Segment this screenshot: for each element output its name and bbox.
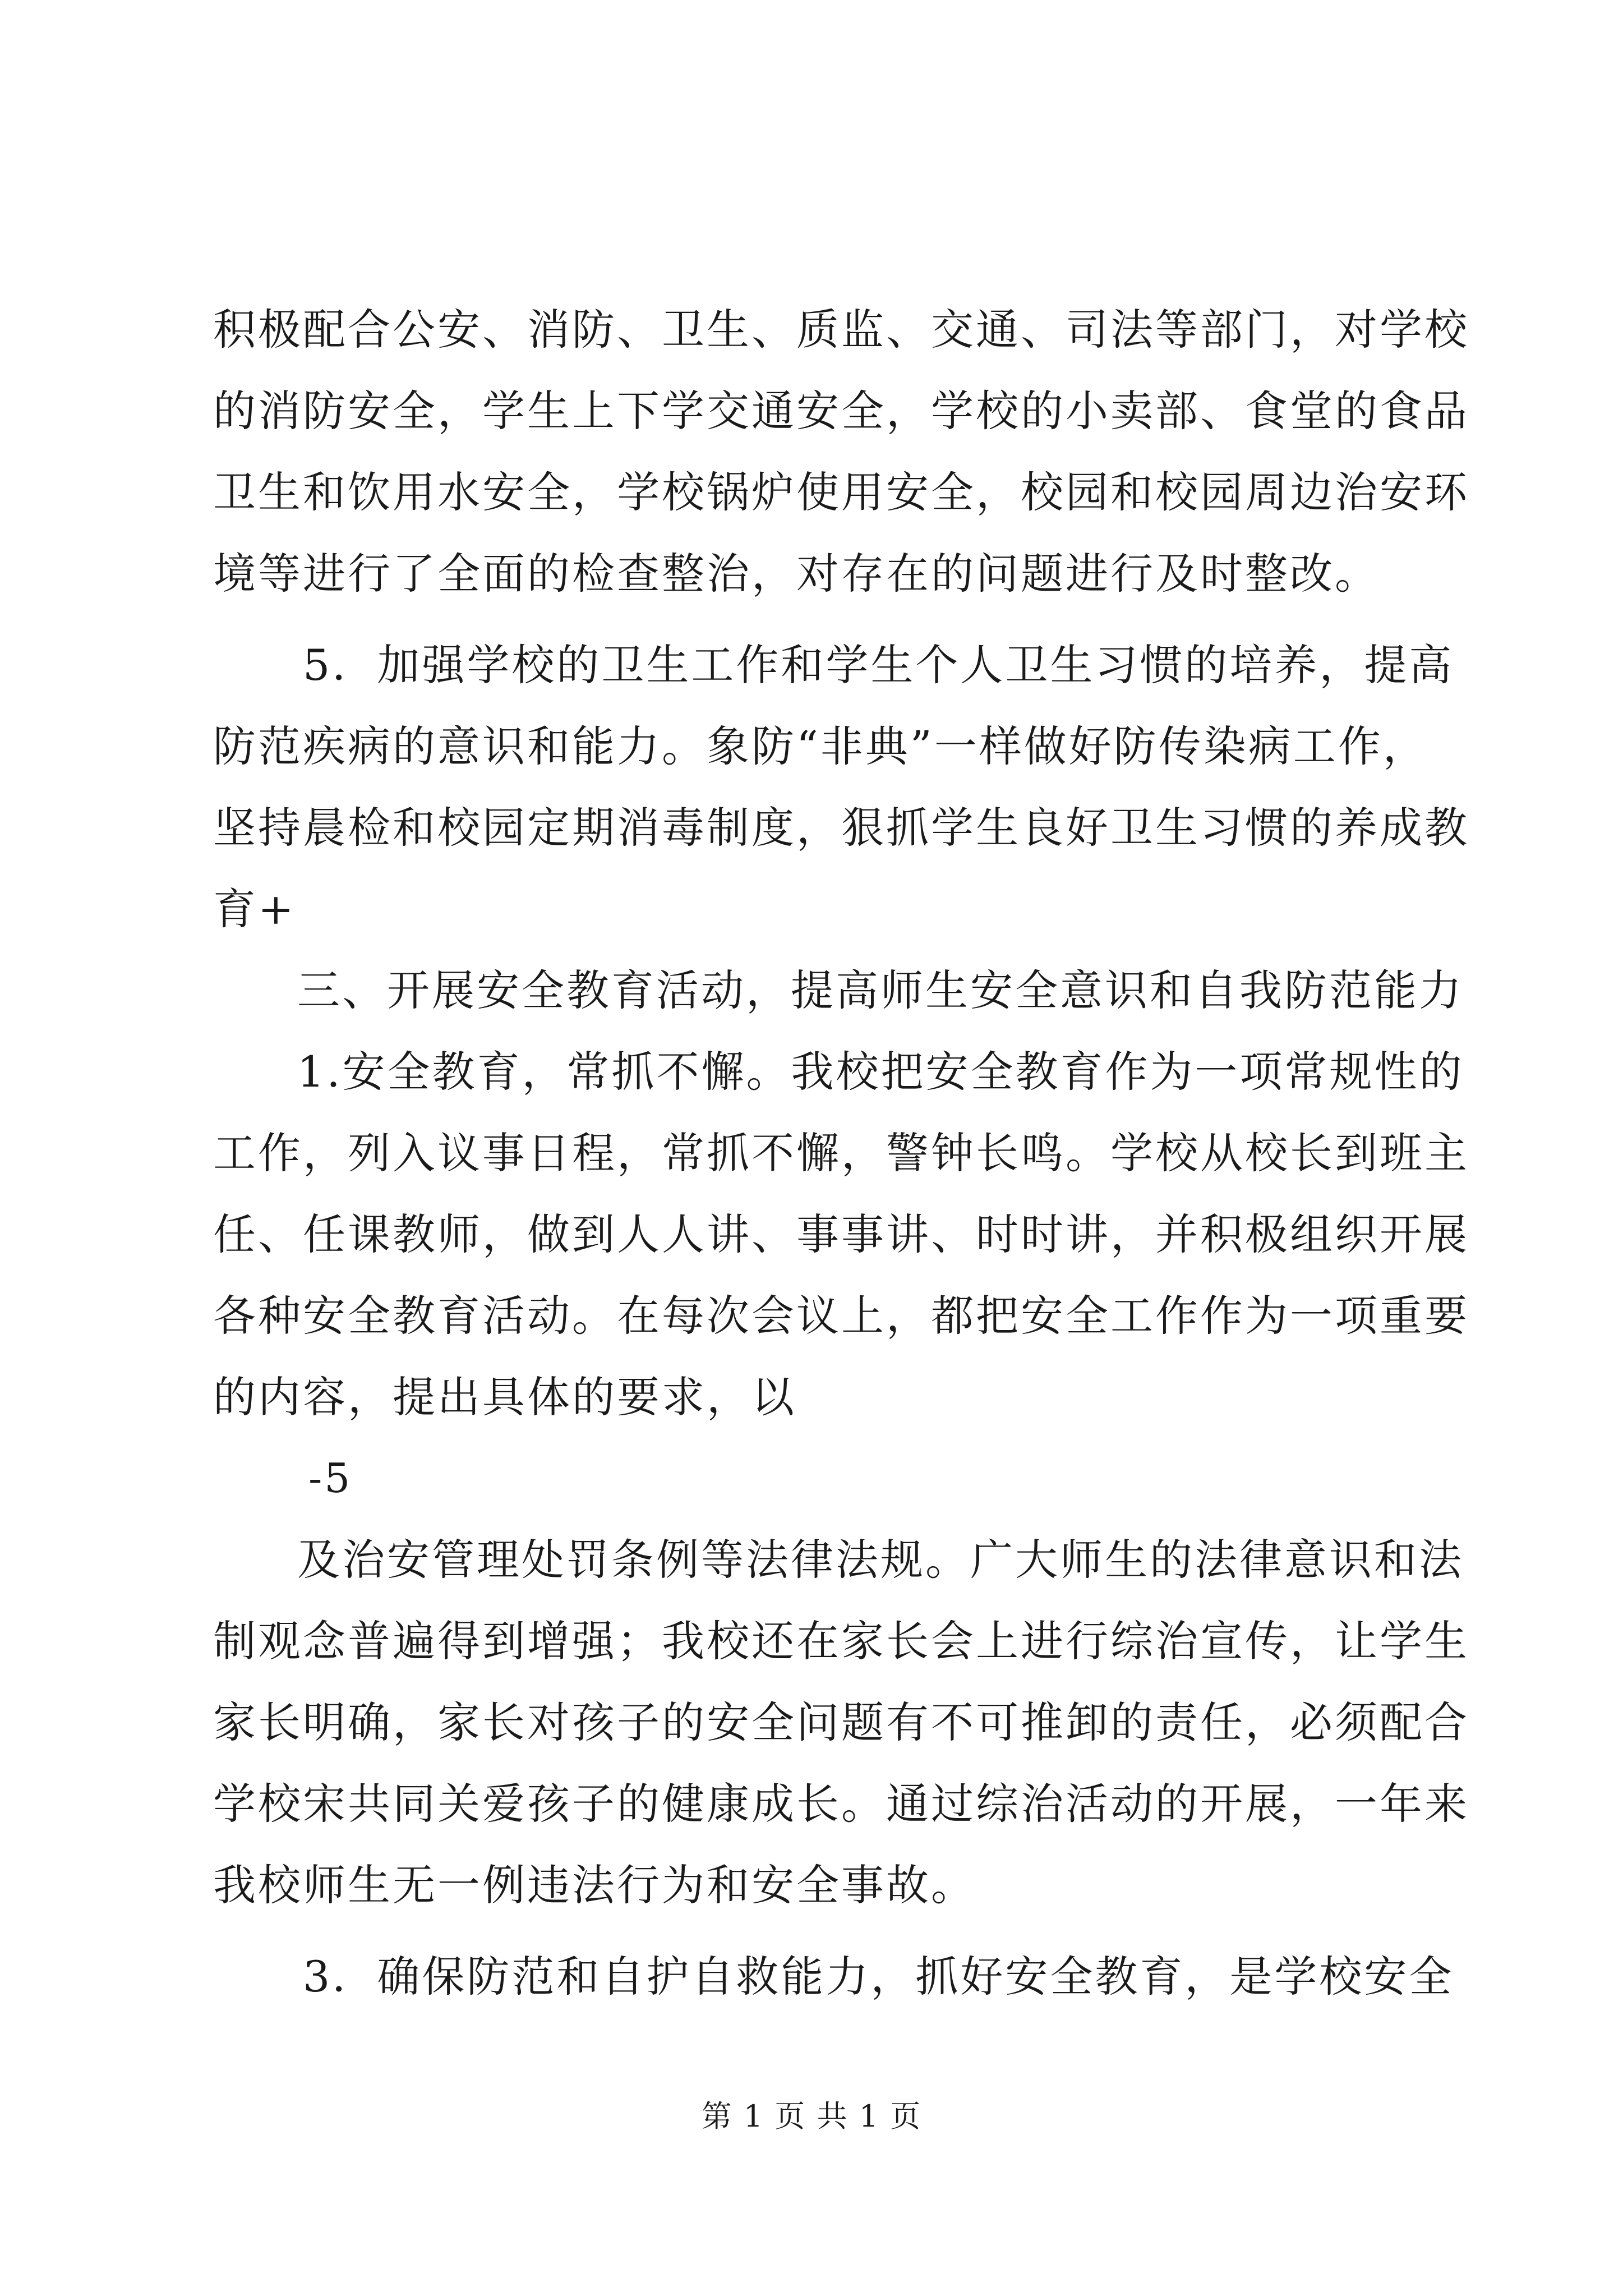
paragraph-line: 各种安全教育活动。在每次会议上，都把安全工作作为一项重要 — [213, 1291, 1469, 1341]
paragraph-line: 5．加强学校的卫生工作和学生个人卫生习惯的培养，提高 — [303, 640, 1454, 690]
paragraph-line: 制观念普遍得到增强；我校还在家长会上进行综治宣传，让学生 — [213, 1616, 1469, 1666]
paragraph-line: 积极配合公安、消防、卫生、质监、交通、司法等部门，对学校 — [213, 305, 1469, 355]
paragraph-line: 育+ — [213, 884, 296, 934]
paragraph-line: 任、任课教师，做到人人讲、事事讲、时时讲，并积极组织开展 — [213, 1209, 1469, 1259]
paragraph-line: 家长明确，家长对孩子的安全问题有不可推卸的责任，必须配合 — [213, 1697, 1469, 1747]
paragraph-line: 防范疾病的意识和能力。象防“非典”一样做好防传染病工作， — [213, 721, 1428, 771]
inline-page-number: -5 — [308, 1455, 353, 1502]
paragraph-gap — [213, 614, 1413, 624]
paragraph-gap — [213, 1926, 1413, 1936]
page-footer: 第 1 页 共 1 页 — [701, 2099, 922, 2134]
paragraph-line: 境等进行了全面的检查整治，对存在的问题进行及时整改。 — [213, 549, 1380, 599]
paragraph-line: 学校宋共同关爱孩子的健康成长。通过综治活动的开展，一年来 — [213, 1779, 1469, 1829]
section-heading: 三、开展安全教育活动，提高师生安全意识和自我防范能力 — [297, 965, 1464, 1015]
paragraph-line: 我校师生无一例违法行为和安全事故。 — [213, 1860, 976, 1910]
paragraph-line: 的内容，提出具体的要求，以 — [213, 1372, 796, 1422]
paragraph-line: 3．确保防范和自护自救能力，抓好安全教育，是学校安全 — [303, 1952, 1454, 2001]
paragraph-line: 工作，列入议事日程，常抓不懈，警钟长鸣。学校从校长到班主 — [213, 1128, 1469, 1178]
paragraph-line: 坚持晨检和校园定期消毒制度，狠抓学生良好卫生习惯的养成教 — [213, 803, 1469, 853]
document-body — [213, 289, 1469, 2017]
paragraph-line: 及治安管理处罚条例等法律法规。广大师生的法律意识和法 — [297, 1535, 1464, 1585]
paragraph-line: 卫生和饮用水安全，学校锅炉使用安全，校园和校园周边治安环 — [213, 467, 1469, 517]
paragraph-line: 1.安全教育，常抓不懈。我校把安全教育作为一项常规性的 — [297, 1047, 1464, 1097]
paragraph-line: 的消防安全，学生上下学交通安全，学校的小卖部、食堂的食品 — [213, 386, 1469, 436]
